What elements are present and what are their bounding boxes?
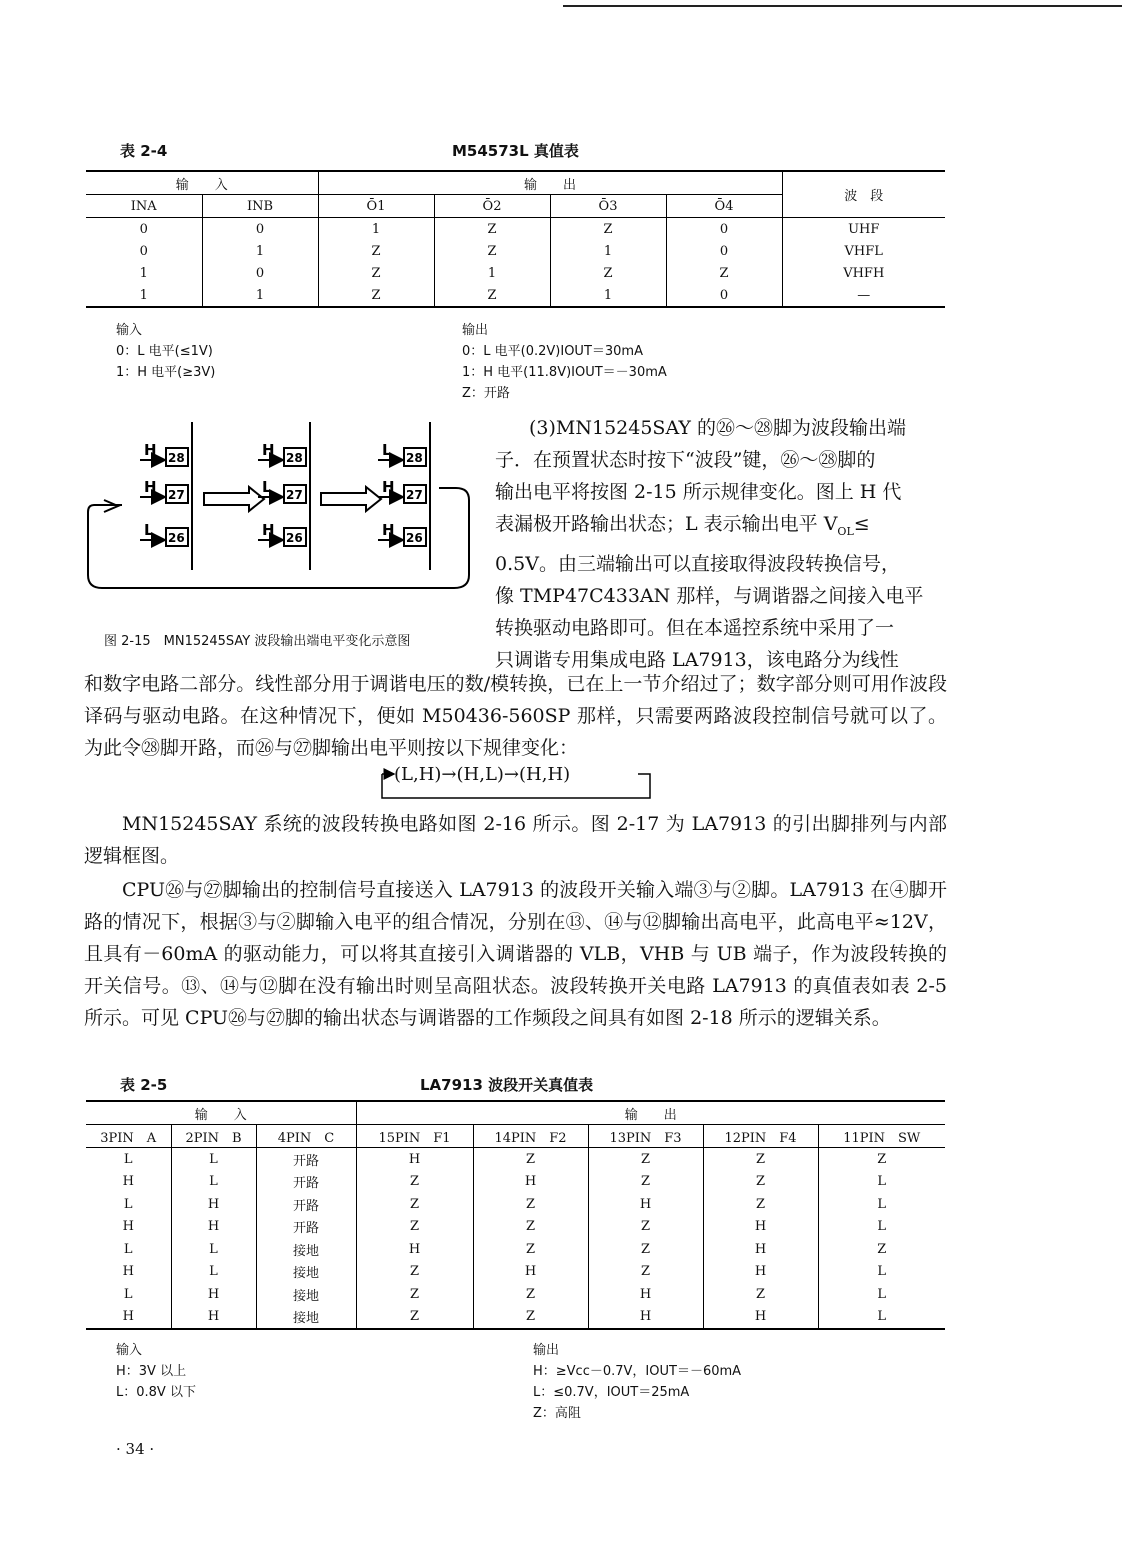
stage-arrow-icon: [204, 487, 264, 511]
table-cell: 1: [434, 262, 550, 284]
table-cell: 0: [139, 221, 148, 237]
pin-level: H: [262, 521, 275, 539]
table-2-4-notes-input: [116, 320, 215, 383]
table-cell: Z: [473, 1306, 588, 1330]
table-cell: L: [818, 1306, 945, 1330]
pin-number: 27: [406, 488, 423, 502]
column-header: 3PIN A: [86, 1125, 171, 1148]
table-cell: H: [356, 1238, 473, 1261]
pin-level: L: [382, 441, 392, 459]
table-cell: 0: [666, 240, 782, 262]
table-cell: Z: [588, 1261, 703, 1284]
page-number: · 34 ·: [116, 1440, 155, 1458]
column-header: Ō1: [318, 195, 434, 218]
table-cell: 0: [202, 262, 318, 284]
table-row: [86, 1283, 945, 1306]
text-line: 像 TMP47C433AN 那样，与调谐器之间接入电平: [495, 584, 924, 607]
table-cell: Z: [318, 240, 434, 262]
table-cell: Z: [473, 1238, 588, 1261]
table-cell: L: [171, 1171, 256, 1194]
note-line: L：≤0.7V，IOUT＝25mA: [533, 1385, 690, 1400]
column-header: 2PIN B: [171, 1125, 256, 1148]
table-2-4-input-group: 输 入: [86, 171, 318, 195]
stage-2: [258, 422, 310, 570]
column-header: 12PIN F4: [703, 1125, 818, 1148]
note-line: 1：H 电平(11.8V)IOUT＝－30mA: [462, 365, 667, 380]
text-line: 只调谐专用集成电路 LA7913，该电路分为线性: [495, 648, 899, 671]
note-line: 输入: [116, 323, 143, 338]
table-cell: Z: [818, 1238, 945, 1261]
table-row: [86, 1148, 945, 1171]
table-cell: 1: [139, 265, 148, 281]
note-line: 输出: [462, 323, 489, 338]
pin-number: 28: [406, 451, 423, 465]
table-cell: Z: [703, 1193, 818, 1216]
table-2-5-output-group: 输 出: [356, 1101, 945, 1125]
table-2-4: [86, 170, 945, 308]
note-line: 输出: [533, 1343, 560, 1358]
pin-number: 26: [406, 531, 423, 545]
table-cell: 接地: [256, 1261, 356, 1284]
table-cell: H: [703, 1306, 818, 1330]
table-row: [86, 218, 945, 241]
pin-level: H: [382, 521, 395, 539]
table-cell: Z: [818, 1148, 945, 1171]
note-line: 0：L 电平(≤1V): [116, 344, 213, 359]
table-cell: 开路: [256, 1148, 356, 1171]
column-header: 11PIN SW: [818, 1125, 945, 1148]
figure-2-15: [84, 420, 484, 620]
pin-level: H: [262, 441, 275, 459]
table-cell: L: [818, 1261, 945, 1284]
table-cell: H: [473, 1261, 588, 1284]
table-cell: H: [588, 1283, 703, 1306]
table-cell: Z: [588, 1171, 703, 1194]
column-header: 13PIN F3: [588, 1125, 703, 1148]
table-cell: H: [588, 1306, 703, 1330]
table-row: [86, 1193, 945, 1216]
note-line: H：3V 以上: [116, 1364, 187, 1379]
pin-number: 27: [286, 488, 303, 502]
table-cell: Z: [703, 1171, 818, 1194]
table-cell: Z: [588, 1238, 703, 1261]
text-line: 子．在预置状态时按下“波段”键，㉖～㉘脚的: [495, 449, 876, 471]
table-cell: Z: [703, 1283, 818, 1306]
table-cell: Z: [434, 240, 550, 262]
pin-number: 27: [168, 488, 185, 502]
table-cell: Z: [356, 1216, 473, 1239]
table-2-5-input-group: 输 入: [86, 1101, 356, 1125]
table-cell: Z: [356, 1306, 473, 1330]
table-cell: 0: [139, 243, 148, 259]
table-cell: L: [818, 1171, 945, 1194]
table-cell: 开路: [256, 1193, 356, 1216]
table-cell: H: [86, 1306, 171, 1330]
table-cell: L: [123, 1286, 133, 1302]
stage-arrow-icon: [321, 487, 381, 511]
pin-level: H: [382, 478, 395, 496]
pin-number: 28: [286, 451, 303, 465]
table-cell: H: [703, 1261, 818, 1284]
note-line: H：≥Vcc－0.7V，IOUT＝－60mA: [533, 1364, 742, 1379]
table-row: [86, 1306, 945, 1330]
table-cell: Z: [356, 1283, 473, 1306]
table-cell: H: [122, 1219, 134, 1235]
table-cell: Z: [550, 218, 666, 241]
table-row: [86, 240, 945, 262]
table-cell: Z: [356, 1193, 473, 1216]
table-cell: 接地: [256, 1306, 356, 1330]
table-cell: VHFL: [782, 240, 945, 262]
table-cell: Z: [318, 284, 434, 307]
text-line: 0.5V。由三端输出可以直接取得波段转换信号，: [495, 552, 900, 575]
column-header: INA: [86, 195, 202, 218]
note-line: 0：L 电平(0.2V)IOUT＝30mA: [462, 344, 643, 359]
column-header: 4PIN C: [256, 1125, 356, 1148]
column-header: Ō4: [666, 195, 782, 218]
top-rule: [563, 5, 1122, 7]
paragraph-2: MN15245SAY 系统的波段转换电路如图 2-16 所示。图 2-17 为 LA7913 的引出脚排列与内部逻辑框图。: [84, 813, 947, 867]
table-2-4-notes-output: [462, 320, 667, 404]
text-line: 输出电平将按图 2-15 所示规律变化。图上 H 代: [495, 481, 902, 503]
table-cell: H: [171, 1306, 256, 1330]
sequence-text: (L,H)→(H,L)→(H,H): [394, 764, 571, 785]
table-cell: 1: [318, 218, 434, 241]
table-cell: 开路: [256, 1171, 356, 1194]
column-header: INB: [202, 195, 318, 218]
column-header: 15PIN F1: [356, 1125, 473, 1148]
table-cell: VHFH: [782, 262, 945, 284]
table-cell: 接地: [256, 1283, 356, 1306]
table-cell: L: [818, 1193, 945, 1216]
stage-3: [378, 422, 430, 570]
note-line: 输入: [116, 1343, 143, 1358]
table-2-5-notes-input: [116, 1340, 196, 1403]
table-cell: H: [473, 1171, 588, 1194]
table-cell: H: [588, 1193, 703, 1216]
table-row: [86, 1238, 945, 1261]
table-cell: L: [818, 1216, 945, 1239]
note-line: Z：开路: [462, 386, 510, 401]
table-cell: H: [356, 1148, 473, 1171]
table-cell: —: [782, 284, 945, 307]
table-cell: 接地: [256, 1238, 356, 1261]
table-cell: Z: [666, 262, 782, 284]
table-cell: L: [123, 1196, 133, 1212]
text-line: 转换驱动电路即可。但在本遥控系统中采用了一: [495, 616, 895, 639]
table-cell: Z: [703, 1148, 818, 1171]
table-cell: Z: [356, 1261, 473, 1284]
text-line: 表漏极开路输出状态；L 表示输出电平 $V_{OL}\le$: [495, 513, 870, 538]
stage-1: [140, 422, 192, 570]
table-2-5-label: 表 2-5: [120, 1076, 168, 1094]
table-cell: L: [171, 1261, 256, 1284]
column-header: Ō3: [550, 195, 666, 218]
table-cell: L: [171, 1238, 256, 1261]
table-2-5: [86, 1100, 945, 1330]
table-cell: 0: [666, 284, 782, 307]
pin-number: 26: [286, 531, 303, 545]
table-cell: H: [171, 1193, 256, 1216]
table-cell: 0: [666, 218, 782, 241]
note-line: 1：H 电平(≥3V): [116, 365, 216, 380]
column-header: Ō2: [434, 195, 550, 218]
text-line: (3)MN15245SAY 的㉖～㉘脚为波段输出端: [529, 417, 906, 439]
table-cell: Z: [473, 1193, 588, 1216]
table-cell: 开路: [256, 1216, 356, 1239]
table-cell: H: [171, 1283, 256, 1306]
table-cell: Z: [588, 1216, 703, 1239]
column-header: 14PIN F2: [473, 1125, 588, 1148]
table-cell: H: [122, 1174, 134, 1190]
table-cell: Z: [588, 1148, 703, 1171]
table-cell: L: [123, 1151, 133, 1167]
table-cell: Z: [473, 1216, 588, 1239]
table-row: [86, 1261, 945, 1284]
table-cell: 1: [202, 284, 318, 307]
table-row: [86, 284, 945, 307]
table-cell: L: [818, 1283, 945, 1306]
table-cell: 1: [202, 240, 318, 262]
table-cell: Z: [434, 284, 550, 307]
table-cell: Z: [550, 262, 666, 284]
table-2-4-output-group: 输 出: [318, 171, 782, 195]
table-row: [86, 1216, 945, 1239]
table-cell: 1: [550, 284, 666, 307]
table-cell: H: [122, 1264, 134, 1280]
table-cell: H: [703, 1238, 818, 1261]
pin-number: 26: [168, 531, 185, 545]
paragraph-3: CPU㉖与㉗脚输出的控制信号直接送入 LA7913 的波段开关输入端③与②脚。LA7913 在④脚开路的情况下，根据③与②脚输入电平的组合情况，分别在⑬、⑭与⑫脚输出高电平，此高电平≈12V，且具有－60mA 的驱动能力，可以将其直接引入调谐器的 VLB，VHB 与 UB 端子，作为波段转换的开关信号。⑬、⑭与⑫脚在没有输出时则呈高阻状态。波段转换开关电路 LA7913 的真值表如表 2-5 所示。可见 CPU㉖与㉗脚的输出状态与调谐器的工作频段之间具有如图 2-18 所示的逻辑关系。: [84, 879, 947, 1029]
table-cell: L: [171, 1148, 256, 1171]
pin-level: H: [144, 478, 157, 496]
paragraph-1-rest: 和数字电路二部分。线性部分用于调谐电压的数/模转换，已在上一节介绍过了；数字部分则可用作波段译码与驱动电路。在这种情况下，便如 M50436-560SP 那样，只需要两路波段控制信号就可以了。为此令㉘脚开路，而㉖与㉗脚输出电平则按以下规律变化：: [84, 673, 947, 759]
table-cell: L: [123, 1241, 133, 1257]
table-cell: 1: [550, 240, 666, 262]
note-line: Z：高阻: [533, 1406, 581, 1421]
note-line: L：0.8V 以下: [116, 1385, 196, 1400]
paragraph-1-right: [495, 412, 947, 676]
table-cell: Z: [318, 262, 434, 284]
table-2-4-band-header: 波 段: [782, 171, 945, 218]
sequence-diagram: [380, 764, 652, 800]
table-row: [86, 262, 945, 284]
table-cell: Z: [473, 1148, 588, 1171]
table-cell: Z: [473, 1283, 588, 1306]
table-row: [86, 1171, 945, 1194]
table-2-5-title: LA7913 波段开关真值表: [420, 1076, 594, 1094]
pin-level: L: [262, 478, 272, 496]
table-2-5-notes-output: [533, 1340, 741, 1424]
pin-level: H: [144, 441, 157, 459]
table-cell: 1: [86, 284, 202, 307]
table-cell: Z: [434, 218, 550, 241]
table-cell: H: [171, 1216, 256, 1239]
table-cell: 0: [202, 218, 318, 241]
pin-level: L: [144, 521, 154, 539]
table-cell: Z: [356, 1171, 473, 1194]
figure-2-15-caption: 图 2-15 MN15245SAY 波段输出端电平变化示意图: [104, 634, 411, 649]
pin-number: 28: [168, 451, 185, 465]
table-cell: H: [703, 1216, 818, 1239]
table-2-4-title: M54573L 真值表: [452, 142, 579, 160]
table-cell: UHF: [782, 218, 945, 241]
table-2-4-label: 表 2-4: [120, 142, 168, 160]
